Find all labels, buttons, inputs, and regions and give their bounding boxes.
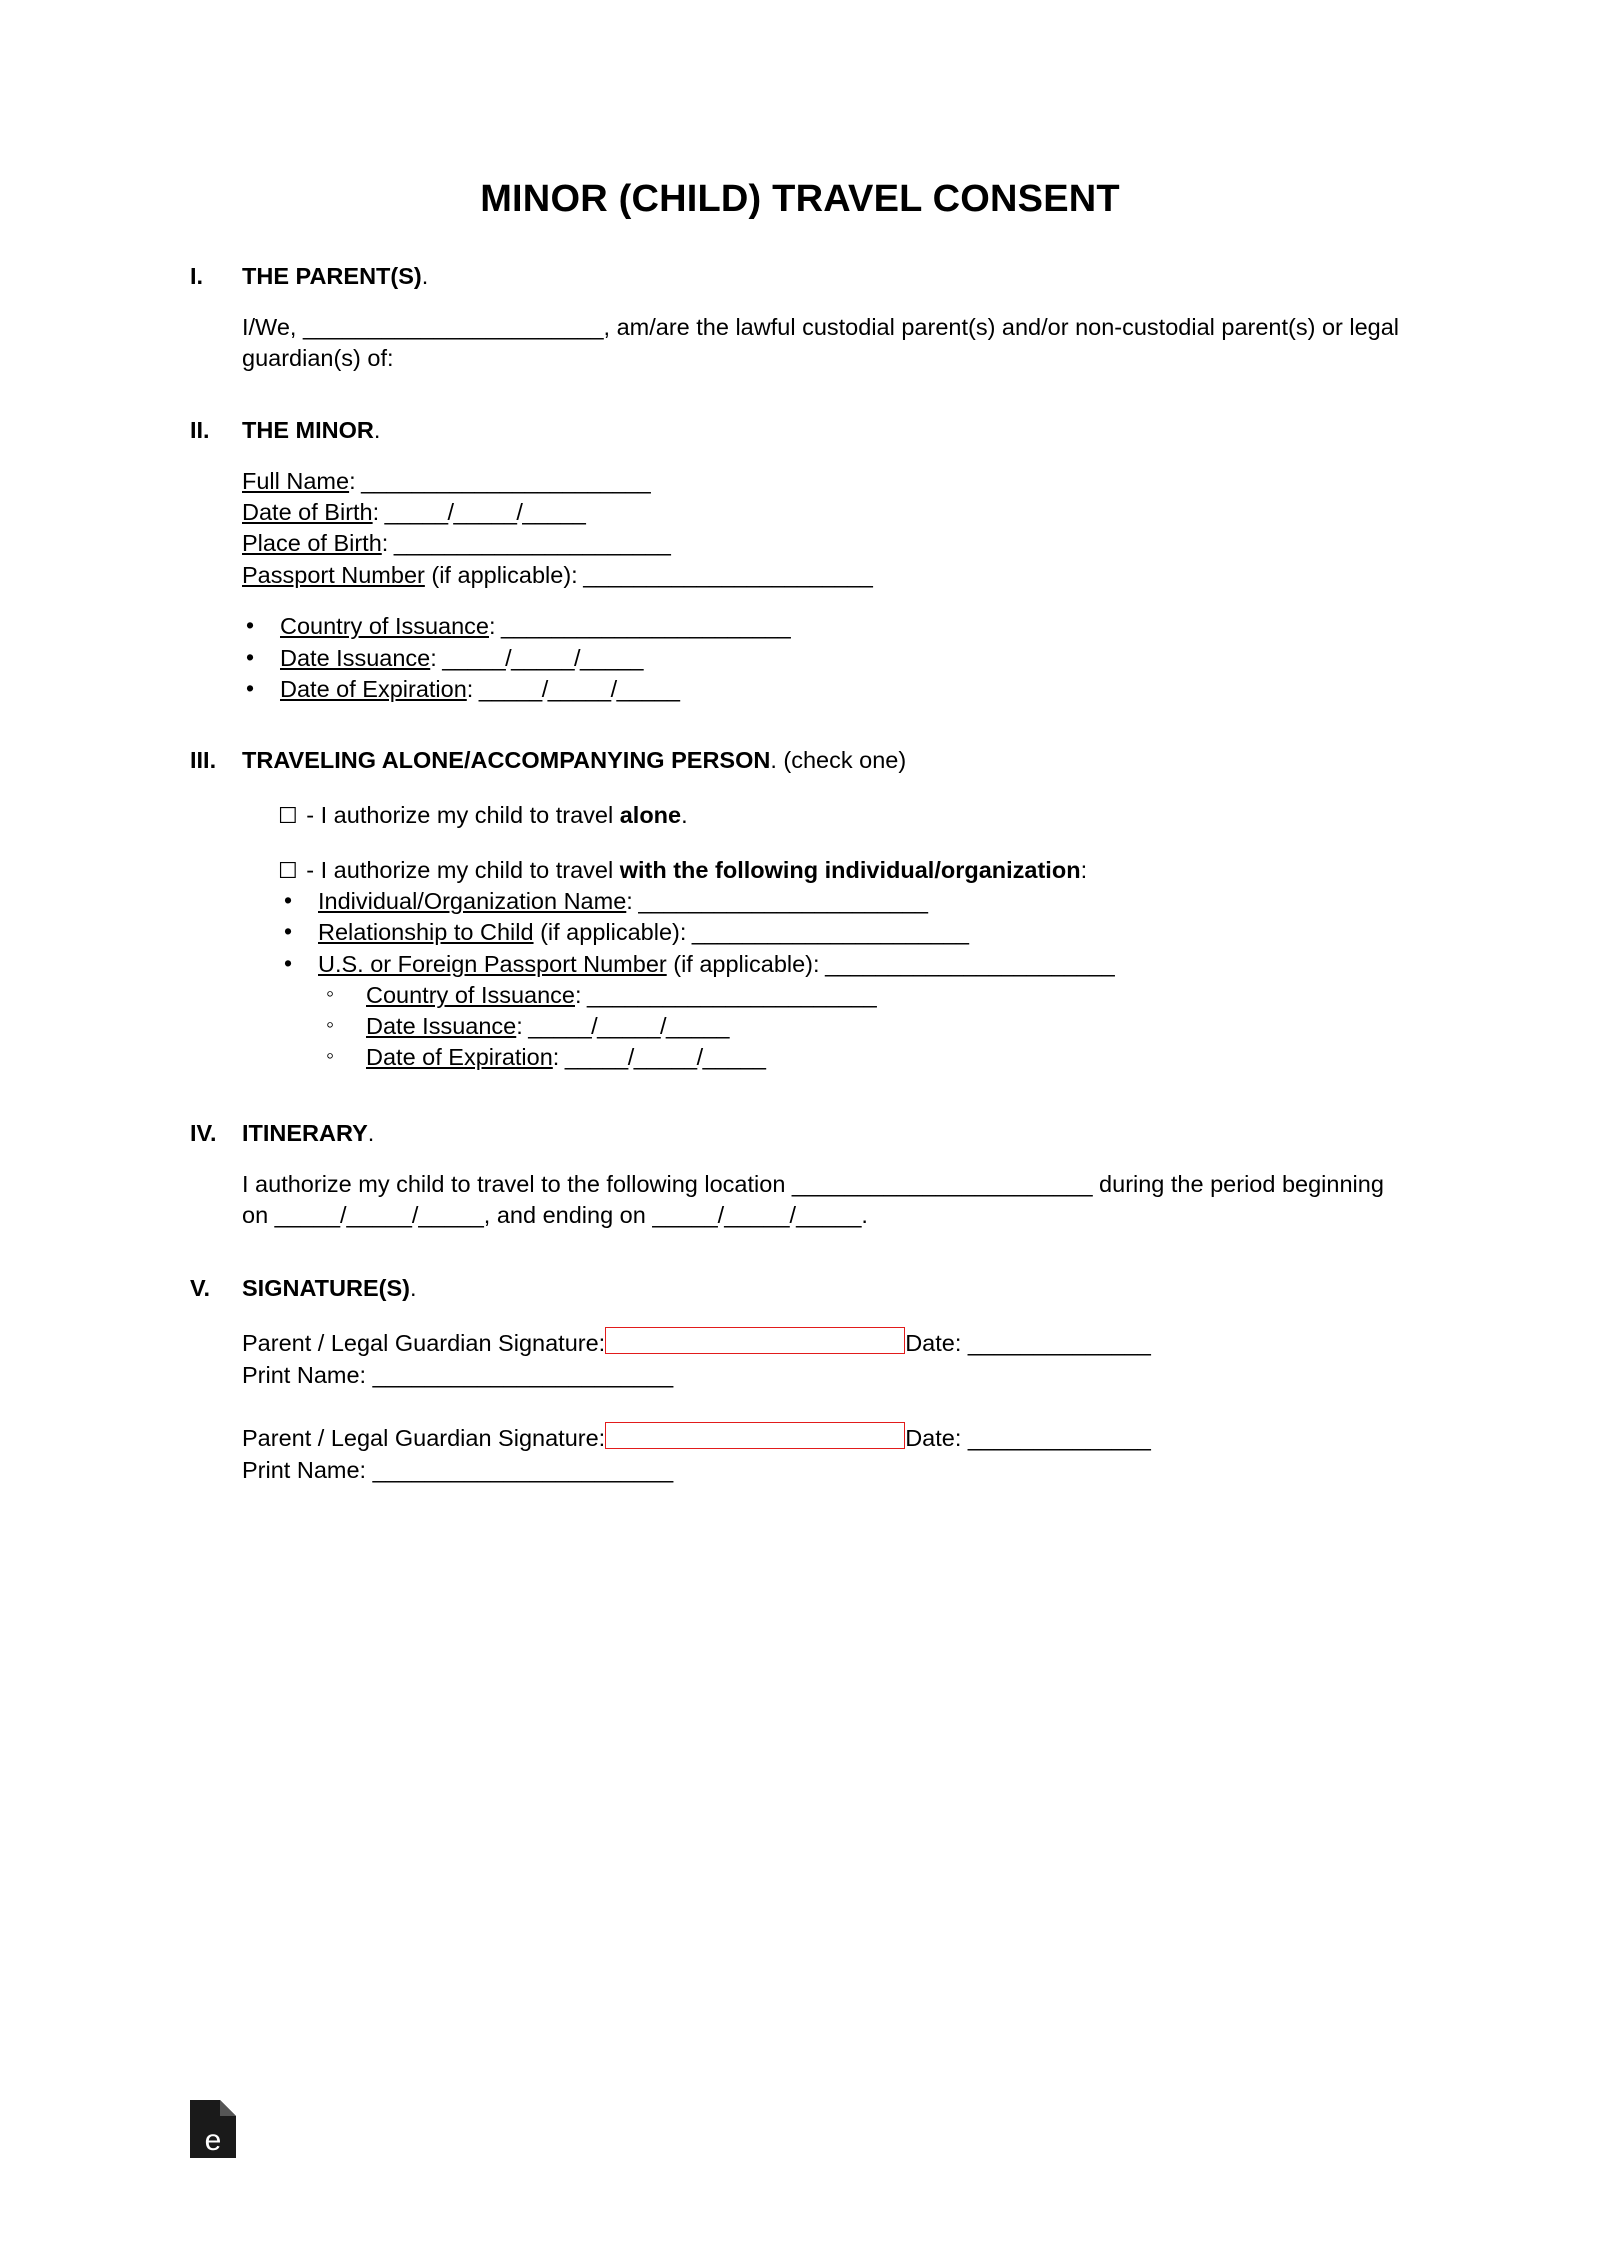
section-signatures-heading bbox=[190, 1275, 1410, 1302]
section-parents-title: THE PARENT(S) bbox=[242, 263, 422, 289]
section-minor bbox=[190, 417, 1410, 706]
section-itinerary-after: . bbox=[367, 1119, 375, 1146]
accompanying-person-bullets bbox=[190, 886, 1410, 1074]
section-signatures-number: V. bbox=[190, 1275, 211, 1302]
signature-date-1[interactable]: Date: ______________ bbox=[905, 1330, 1151, 1357]
section-minor-title: THE MINOR bbox=[242, 416, 374, 443]
companion-passport-note: (if applicable) bbox=[666, 950, 814, 977]
org-name-label: Individual/Organization Name bbox=[318, 888, 627, 915]
minor-full-name-label: Full Name bbox=[242, 467, 350, 494]
section-traveling-title: TRAVELING ALONE/ACCOMPANYING PERSON bbox=[242, 747, 771, 774]
section-minor-heading bbox=[190, 417, 1410, 444]
companion-passport-blank[interactable]: : _______________________ bbox=[813, 950, 1115, 977]
page-title: MINOR (CHILD) TRAVEL CONSENT bbox=[480, 178, 1120, 220]
minor-field-dob bbox=[242, 497, 1410, 528]
section-traveling-heading bbox=[190, 747, 1410, 774]
section-parents bbox=[190, 263, 1410, 375]
relationship-label: Relationship to Child bbox=[318, 919, 534, 946]
list-item bbox=[236, 674, 1410, 705]
list-item bbox=[274, 949, 1410, 1074]
section-traveling-number: III. bbox=[190, 747, 217, 774]
option-travel-with-pre: - I authorize my child to travel bbox=[299, 857, 620, 884]
option-travel-with-post: : bbox=[1080, 857, 1088, 884]
minor-passport-note: (if applicable) bbox=[424, 561, 572, 588]
minor-field-pob bbox=[242, 528, 1410, 559]
option-travel-with-bold: with the following individual/organization bbox=[619, 857, 1081, 884]
companion-passport-label: U.S. or Foreign Passport Number bbox=[318, 950, 667, 977]
section-signatures-title: SIGNATURE(S) bbox=[242, 1275, 410, 1302]
companion-date-issuance-blank[interactable]: : _____/_____/_____ bbox=[516, 1013, 729, 1040]
option-travel-alone-bold: alone bbox=[619, 802, 682, 829]
minor-pob-blank[interactable]: : ______________________ bbox=[381, 530, 671, 557]
list-item bbox=[318, 980, 1410, 1011]
companion-date-issuance-label: Date Issuance bbox=[366, 1013, 517, 1040]
minor-field-passport bbox=[242, 560, 1410, 591]
signature-date-2[interactable]: Date: ______________ bbox=[905, 1425, 1151, 1452]
list-item bbox=[318, 1011, 1410, 1042]
signature-field-1[interactable] bbox=[605, 1327, 905, 1354]
svg-text:e: e bbox=[204, 2124, 222, 2157]
document-page bbox=[0, 178, 1600, 2248]
companion-country-issuance-label: Country of Issuance bbox=[366, 981, 575, 1008]
option-travel-alone-pre: - I authorize my child to travel bbox=[299, 802, 620, 829]
relationship-note: (if applicable) bbox=[533, 919, 680, 946]
section-itinerary bbox=[190, 1120, 1410, 1232]
minor-passport-label: Passport Number bbox=[242, 561, 425, 588]
section-parents-heading bbox=[190, 263, 1410, 290]
option-travel-with[interactable] bbox=[190, 857, 1410, 884]
companion-date-expiration-blank[interactable]: : _____/_____/_____ bbox=[552, 1044, 766, 1071]
minor-country-issuance-blank[interactable]: : _______________________ bbox=[489, 613, 791, 640]
section-itinerary-heading bbox=[190, 1120, 1410, 1147]
section-itinerary-title: ITINERARY bbox=[242, 1119, 368, 1146]
signature-block-2 bbox=[242, 1419, 1410, 1486]
minor-field-full-name bbox=[242, 466, 1410, 497]
signature-label-2: Parent / Legal Guardian Signature: bbox=[242, 1425, 606, 1452]
minor-country-issuance-label: Country of Issuance bbox=[280, 613, 489, 640]
minor-pob-label: Place of Birth bbox=[242, 530, 382, 557]
relationship-blank[interactable]: : ______________________ bbox=[679, 919, 969, 946]
print-name-2[interactable]: Print Name: _______________________ bbox=[242, 1456, 674, 1483]
section-parents-text: I/We, _______________________, am/are the lawful custodial parent(s) and/or non-custodial parent(s) or legal guardian(s) of: bbox=[242, 314, 1400, 372]
companion-country-issuance-blank[interactable]: : _______________________ bbox=[575, 981, 877, 1008]
section-signatures bbox=[190, 1275, 1410, 1486]
companion-date-expiration-label: Date of Expiration bbox=[366, 1044, 553, 1071]
companion-passport-subbullets bbox=[318, 980, 1410, 1074]
option-travel-alone-post: . bbox=[681, 802, 688, 829]
section-minor-after: . bbox=[373, 416, 381, 443]
minor-date-expiration-label: Date of Expiration bbox=[280, 675, 467, 702]
org-name-blank[interactable]: : _______________________ bbox=[626, 888, 928, 915]
minor-date-issuance-blank[interactable]: : _____/_____/_____ bbox=[430, 644, 643, 671]
section-minor-number: II. bbox=[190, 416, 210, 443]
section-traveling bbox=[190, 747, 1410, 1074]
section-itinerary-text: I authorize my child to travel to the following location _______________________ during the period beginning on _____/_____/_____, and ending on _____/_____/_____. bbox=[242, 1170, 1384, 1228]
list-item bbox=[274, 917, 1410, 948]
section-signatures-after: . bbox=[409, 1275, 417, 1302]
section-itinerary-number: IV. bbox=[190, 1119, 217, 1146]
minor-dob-blank[interactable]: : _____/_____/_____ bbox=[372, 498, 586, 525]
minor-date-expiration-blank[interactable]: : _____/_____/_____ bbox=[466, 675, 680, 702]
section-parents-number: I. bbox=[190, 263, 204, 289]
option-travel-alone[interactable] bbox=[190, 802, 1410, 829]
minor-passport-bullets bbox=[190, 611, 1410, 705]
signature-label-1: Parent / Legal Guardian Signature: bbox=[242, 1330, 606, 1357]
signature-row-2 bbox=[242, 1419, 1410, 1454]
print-name-1[interactable]: Print Name: _______________________ bbox=[242, 1361, 674, 1388]
list-item bbox=[236, 643, 1410, 674]
signature-field-2[interactable] bbox=[605, 1422, 905, 1449]
list-item bbox=[318, 1042, 1410, 1073]
section-minor-fields bbox=[242, 466, 1410, 592]
minor-passport-blank[interactable]: : _______________________ bbox=[571, 561, 873, 588]
section-traveling-after: . (check one) bbox=[770, 747, 907, 774]
minor-dob-label: Date of Birth bbox=[242, 498, 373, 525]
checkbox-travel-with[interactable]: ☐ bbox=[278, 858, 298, 884]
minor-full-name-blank[interactable]: : _______________________ bbox=[349, 467, 651, 494]
signature-block-1 bbox=[242, 1324, 1410, 1391]
checkbox-travel-alone[interactable]: ☐ bbox=[278, 803, 298, 829]
section-parents-after: . bbox=[421, 263, 429, 289]
list-item bbox=[236, 611, 1410, 642]
eforms-logo bbox=[188, 2098, 238, 2160]
list-item bbox=[274, 886, 1410, 917]
signature-row-1 bbox=[242, 1324, 1410, 1359]
minor-date-issuance-label: Date Issuance bbox=[280, 644, 431, 671]
